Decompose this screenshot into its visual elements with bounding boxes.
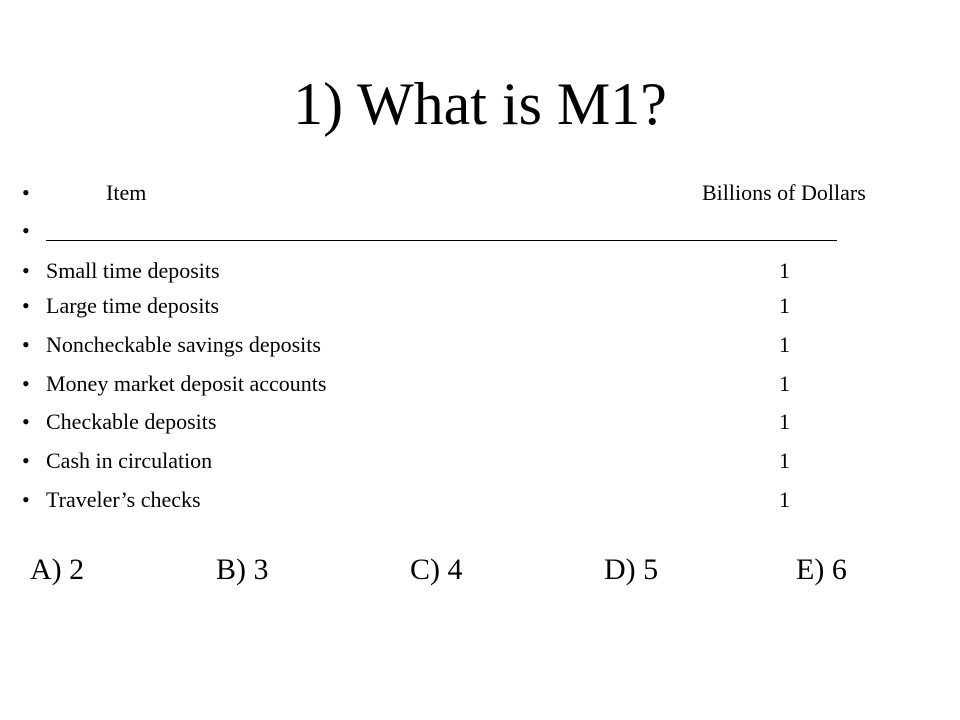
row-item: Money market deposit accounts [46,371,327,396]
bullet: • [22,409,30,434]
bullet: • [22,332,30,357]
answer-choice-b: B) 3 [216,553,269,586]
row-item: Small time deposits [46,258,220,283]
row-item: Traveler’s checks [46,487,201,512]
row-item: Large time deposits [46,293,220,318]
row-item: Checkable deposits [46,409,217,434]
row-item: Noncheckable savings deposits [46,332,321,357]
answer-choice-e: E) 6 [796,553,847,586]
row-value: 1 [779,258,790,283]
row-value: 1 [779,487,790,512]
row-value: 1 [779,409,790,434]
bullet: • [22,218,30,243]
bullet: • [22,258,30,283]
slide-title: 1) What is M1? [293,71,667,137]
bullet: • [22,487,30,512]
row-value: 1 [779,332,790,357]
header-value: Billions of Dollars [702,180,866,205]
answer-choice-d: D) 5 [604,553,659,586]
row-value: 1 [779,371,790,396]
answer-choice-a: A) 2 [30,553,85,586]
row-value: 1 [779,293,790,318]
header-item: Item [106,180,147,205]
row-value: 1 [779,448,790,473]
row-item: Cash in circulation [46,448,213,473]
bullet: • [22,180,30,205]
bullet: • [22,371,30,396]
answer-choice-c: C) 4 [410,553,463,586]
header-rule [46,240,837,241]
bullet: • [22,293,30,318]
bullet: • [22,448,30,473]
